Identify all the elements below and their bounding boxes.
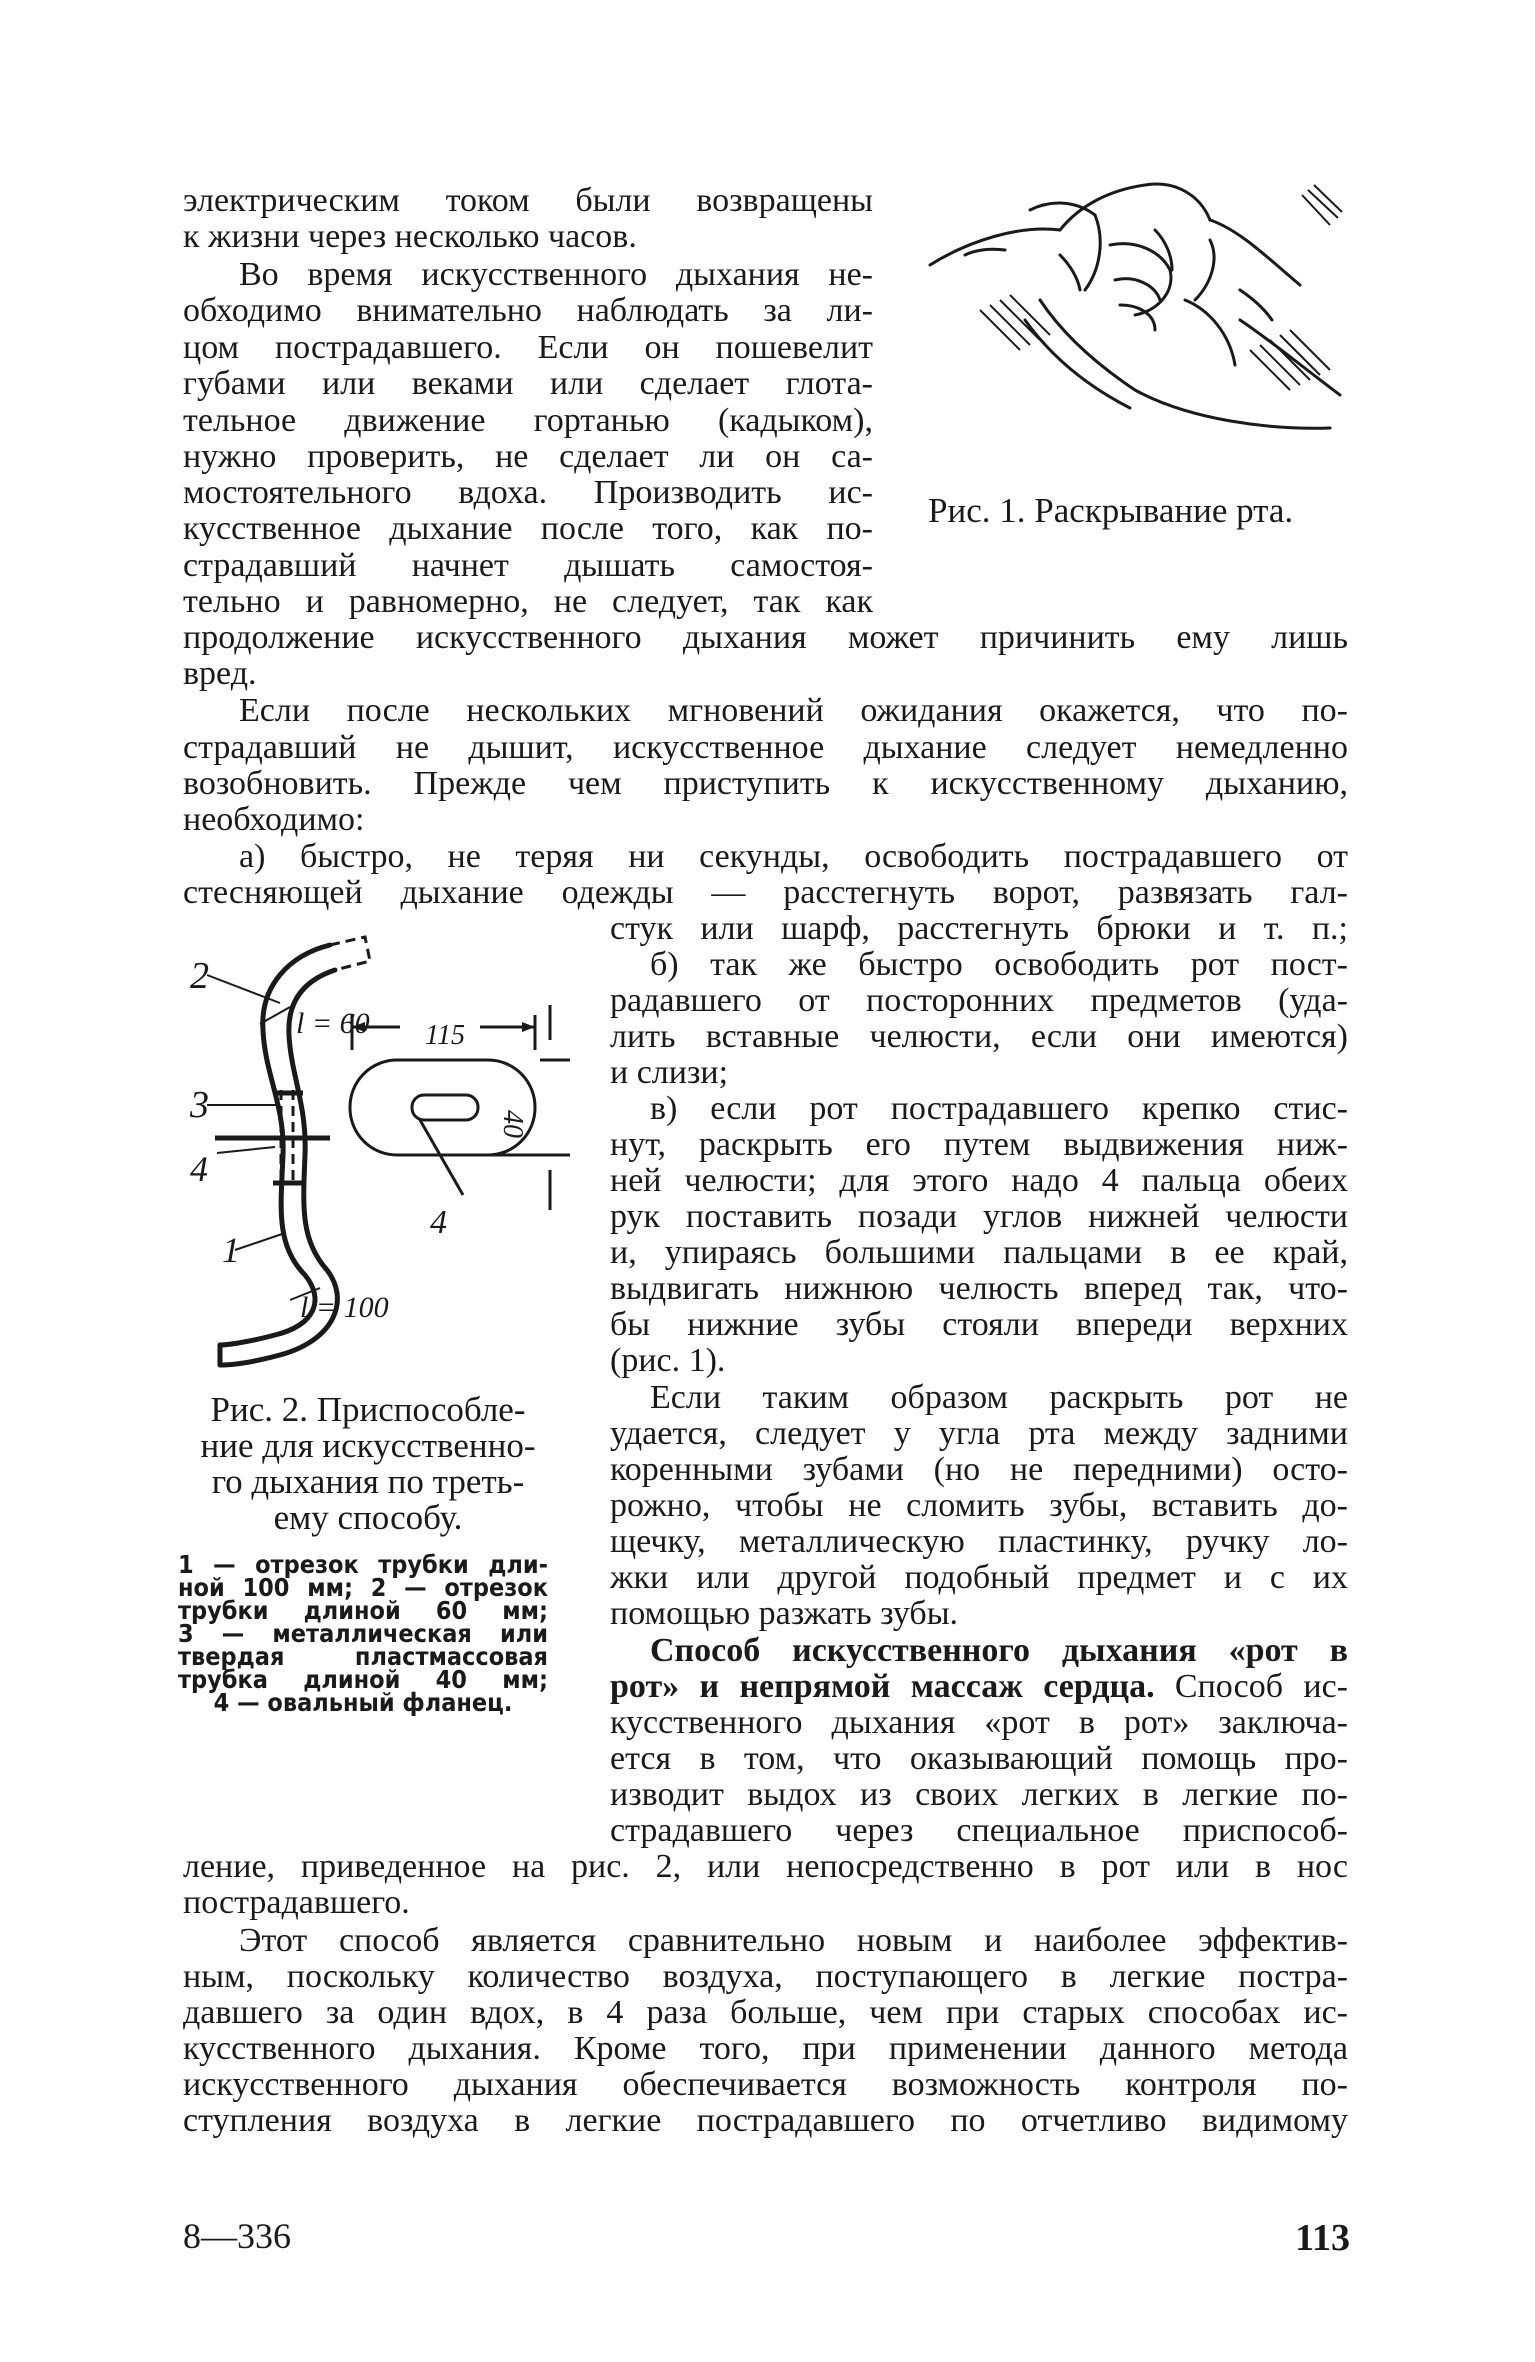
heading-bold: рот» и непрямой массаж сердца. — [610, 1668, 1155, 1705]
text-line: рук поставить позади углов нижней челюсти — [610, 1198, 1348, 1235]
text-line: и слизи; — [610, 1054, 729, 1091]
text-line: искусственного дыхания обеспечивается возможность контроля по- — [183, 2066, 1348, 2103]
text-line: давшего за один вдох, в 4 раза больше, чем при старых способах ис- — [183, 1994, 1348, 2031]
fig2-label-l60: l = 60 — [296, 1007, 370, 1040]
figure-1-caption: Рис. 1. Раскрывание рта. — [928, 491, 1294, 530]
figure-2-caption-line: ние для искусственно- — [200, 1426, 536, 1465]
text-line: в) если рот пострадавшего крепко стис- — [650, 1090, 1348, 1127]
signature-mark: 8—336 — [183, 2216, 291, 2256]
text-line: возобновить. Прежде чем приступить к искусственному дыханию, — [183, 765, 1348, 802]
text-line: обходимо внимательно наблюдать за ли- — [183, 292, 873, 329]
text-line: ление, приведенное на рис. 2, или непосредственно в рот или в нос — [183, 1848, 1348, 1885]
text-line: ным, поскольку количество воздуха, поступающего в легкие постра- — [183, 1958, 1348, 1995]
text-line: изводит выдох из своих легких в легкие по- — [610, 1776, 1348, 1813]
text-line: электрическим током были возвращены — [183, 182, 873, 219]
text-line: кусственного дыхания «рот в рот» заключа- — [610, 1704, 1348, 1741]
text-line: губами или веками или сделает глота- — [183, 365, 873, 402]
text-line: коренными зубами (но не передними) осто- — [610, 1451, 1348, 1488]
fig2-label-3: 3 — [190, 1084, 209, 1126]
text-line: кусственное дыхание после того, как по- — [183, 510, 873, 547]
text-line: ступления воздуха в легкие пострадавшего по отчетливо видимому — [183, 2102, 1348, 2139]
fig2-dimension-40: 40 — [497, 1110, 528, 1138]
text-line: страдавший начнет дышать самостоя- — [183, 547, 873, 584]
text-line: радавшего от посторонних предметов (уда- — [610, 982, 1348, 1019]
text-line: щечку, металлическую пластинку, ручку ло- — [610, 1523, 1348, 1560]
figure-2-legend-line: трубки длиной 60 мм; — [178, 1596, 548, 1625]
text-line: ется в том, что оказывающий помощь про- — [610, 1740, 1348, 1777]
text-line: рожно, чтобы не сломить зубы, вставить до- — [610, 1487, 1348, 1524]
page-number: 113 — [1295, 2217, 1350, 2259]
text-line: цом пострадавшего. Если он пошевелит — [183, 329, 873, 366]
figure-1-illustration — [910, 170, 1350, 435]
text-line: бы нижние зубы стояли впереди верхних — [610, 1306, 1348, 1343]
text-line: выдвигать нижнюю челюсть вперед так, что- — [610, 1270, 1348, 1307]
fig2-dimension-115: 115 — [425, 1020, 465, 1051]
text-line: пострадавшего. — [183, 1884, 410, 1921]
text-line: жки или другой подобный предмет и с их — [610, 1559, 1348, 1596]
text-line: страдавшего через специальное приспособ- — [610, 1812, 1348, 1849]
text-line: Если таким образом раскрыть рот не — [650, 1379, 1348, 1416]
text-line: б) так же быстро освободить рот пост- — [650, 946, 1348, 983]
text-line: кусственного дыхания. Кроме того, при применении данного метода — [183, 2030, 1348, 2067]
fig2-label-1: 1 — [222, 1230, 240, 1270]
fig2-label-4: 4 — [190, 1149, 208, 1189]
text-line: ней челюсти; для этого надо 4 пальца обеих — [610, 1162, 1348, 1199]
figure-2-legend-line: 3 — металлическая или — [178, 1619, 548, 1648]
text-line: продолжение искусственного дыхания может причинить ему лишь — [183, 619, 1348, 656]
text-line: к жизни через несколько часов. — [183, 218, 637, 255]
text-line: тельное движение гортанью (кадыком), — [183, 402, 873, 439]
fig2-label-4-flange: 4 — [430, 1204, 447, 1241]
text-fragment: Способ ис- — [1154, 1668, 1349, 1705]
text-line: вред. — [183, 655, 257, 692]
text-line: Если после нескольких мгновений ожидания окажется, что по- — [239, 692, 1348, 729]
figure-2-legend-line: ной 100 мм; 2 — отрезок — [178, 1573, 548, 1602]
figure-2-legend-line: 1 — отрезок трубки дли- — [178, 1550, 548, 1579]
figure-2-caption-line: Рис. 2. Приспособле- — [210, 1390, 526, 1429]
text-line: и, упираясь большими пальцами в ее край, — [610, 1234, 1348, 1271]
fig2-label-2: 2 — [190, 955, 209, 997]
text-line: помощью разжать зубы. — [610, 1595, 959, 1632]
fig2-label-l100: l = 100 — [300, 1291, 389, 1324]
text-line: нужно проверить, не сделает ли он са- — [183, 438, 873, 475]
text-line: страдавший не дышит, искусственное дыхание следует немедленно — [183, 729, 1348, 766]
text-line — [610, 1669, 1348, 1705]
text-line: тельно и равномерно, не следует, так как — [183, 583, 873, 620]
text-line: Во время искусственного дыхания не- — [239, 256, 873, 293]
text-line: стесняющей дыхание одежды — расстегнуть ворот, развязать гал- — [183, 874, 1348, 911]
figure-2-legend-line: трубка длиной 40 мм; — [178, 1665, 548, 1694]
text-line: лить вставные челюсти, если они имеются) — [610, 1018, 1348, 1055]
figure-2-caption-line: го дыхания по треть- — [211, 1462, 525, 1501]
text-line: мостоятельного вдоха. Производить ис- — [183, 474, 873, 511]
text-line: а) быстро, не теряя ни секунды, освободить пострадавшего от — [239, 838, 1348, 875]
figure-2-legend-line: 4 — овальный фланец. — [213, 1688, 513, 1717]
figure-2-caption-line: ему способу. — [273, 1498, 463, 1537]
text-line: стук или шарф, расстегнуть брюки и т. п.; — [610, 910, 1348, 947]
text-line: нут, раскрыть его путем выдвижения ниж- — [610, 1126, 1348, 1163]
section-heading — [610, 1633, 1348, 1669]
text-line: необходимо: — [183, 801, 365, 838]
text-line: Этот способ является сравнительно новым и наиболее эффектив- — [239, 1922, 1348, 1959]
heading-bold: Способ искусственного дыхания «рот в — [650, 1632, 1348, 1669]
text-line: (рис. 1). — [610, 1342, 726, 1379]
text-line: удается, следует у угла рта между задними — [610, 1415, 1348, 1452]
figure-2-legend-line: твердая пластмассовая — [178, 1642, 548, 1671]
